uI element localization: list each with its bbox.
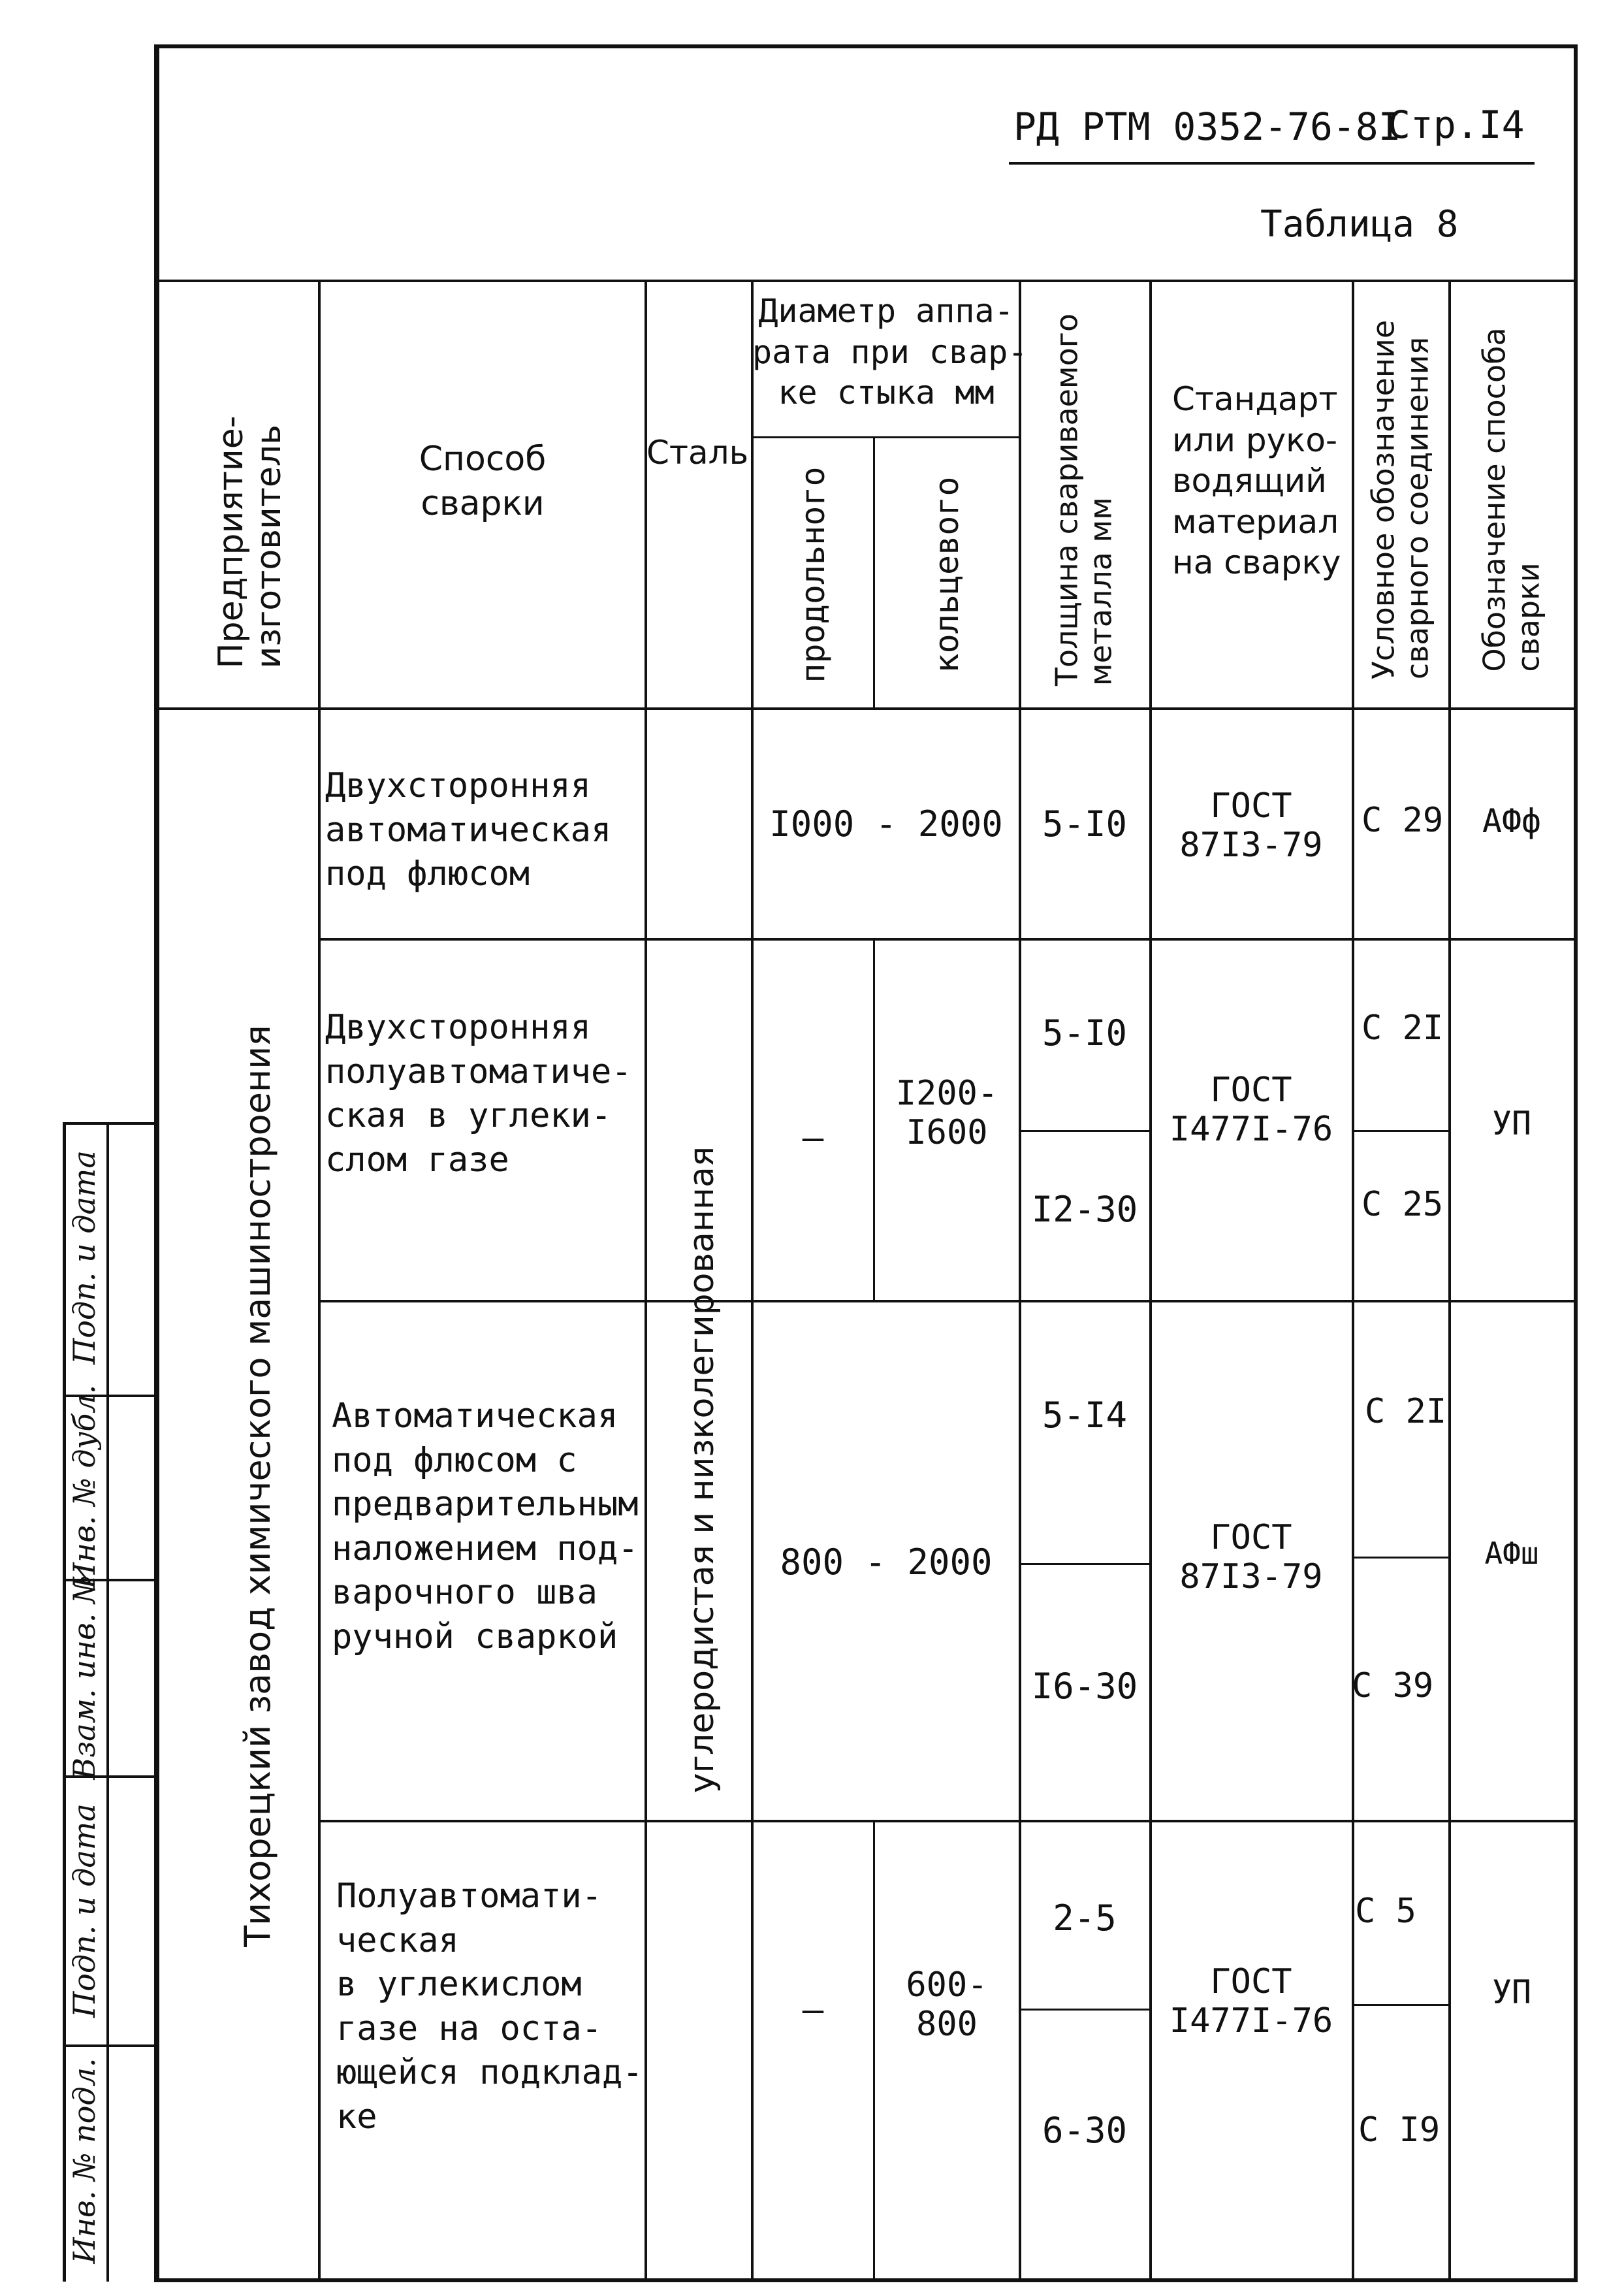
row1-thickness: 5-I0 [1042,803,1128,845]
row4-joint-1: С 5 [1355,1892,1416,1931]
table-header-bottom-line [154,707,1578,710]
row1-standard: ГОСТ 87I3-79 [1179,786,1323,865]
row4-longitudinal: – [802,1989,824,2030]
frame-top-border [154,44,1578,48]
side-stamp-replace-inv: Взам. инв. № [67,1575,103,1780]
header-joint-designation: Условное обозначение сварного соединения [1365,319,1435,680]
row4-thickness-2: 6-30 [1042,2110,1128,2151]
header-thickness: Толщина свариваемого металла мм [1049,313,1118,687]
row2-designation: УП [1491,1105,1532,1142]
subrow-sep-r4-joint [1352,2004,1448,2006]
col-line-2 [645,280,647,2282]
row4-standard: ГОСТ I477I-76 [1169,1962,1333,2041]
header-diameter-group: Диаметр аппа- рата при свар- ке стыка мм [752,292,1028,412]
subrow-sep-r3-thick [1019,1563,1149,1565]
row2-longitudinal: – [802,1117,824,1158]
row2-circumferential: I200- I600 [895,1074,998,1152]
row3-thickness-2: I6-30 [1031,1666,1138,1707]
frame-right-border [1574,44,1578,2282]
row2-standard: ГОСТ I477I-76 [1169,1071,1333,1149]
row2-method: Двухсторонняя полуавтоматиче- ская в углеки- слом газе [325,1008,632,1180]
row1-designation: АФф [1482,802,1542,840]
table-top-line [154,280,1578,282]
row-sep-3 [318,1820,1578,1822]
enterprise-name: Тихорецкий завод химического машиностроения [236,1025,278,1947]
side-stamp-inner [106,1122,109,2282]
frame-bottom-border [154,2278,1578,2282]
col-line-7 [1352,280,1354,2282]
row4-method: Полуавтомати- ческая в углекислом газе на оста- ющейся подклад- ке [336,1877,643,2137]
col-line-4c [873,1822,875,2280]
row2-joint-1: С 2I [1361,1009,1444,1048]
row1-method: Двухсторонняя автоматическая под флюсом [325,766,612,894]
subrow-sep-r3-joint [1352,1557,1448,1559]
diameter-subheader-line [752,436,1020,438]
header-circumferential: кольцевого [928,476,966,673]
row3-thickness-1: 5-I4 [1042,1395,1128,1436]
subrow-sep-r2-thick [1019,1130,1149,1132]
page-number: Стр.I4 [1388,103,1525,147]
row3-designation: АФш [1484,1536,1539,1571]
side-stamp-sep-4 [63,2044,154,2047]
row4-joint-2: С I9 [1358,2110,1441,2150]
row4-designation: УП [1491,1973,1532,2011]
row1-joint: С 29 [1361,801,1444,840]
row4-thickness-1: 2-5 [1053,1898,1117,1939]
header-steel: Сталь [646,434,749,472]
header-longitudinal: продольного [794,466,832,683]
col-line-4a [873,436,875,709]
row3-joint-1: С 2I [1365,1392,1447,1431]
col-line-3 [751,280,754,2282]
side-stamp-inv-dup: Инв. № дубл. [67,1384,103,1589]
row-sep-2 [318,1300,1578,1302]
row2-joint-2: С 25 [1361,1185,1444,1224]
subrow-sep-r4-thick [1019,2009,1149,2011]
side-stamp-sign-date-2: Подп. и дата [67,1150,103,1365]
row-sep-1 [318,938,1578,941]
header-method-designation: Обозначение способа сварки [1476,327,1546,672]
header-underline [1009,162,1535,165]
document-code: РД РТМ 0352-76-8I [1013,105,1401,149]
subrow-sep-r2-joint [1352,1130,1448,1132]
row3-method: Автоматическая под флюсом с предварительным наложением под- варочного шва ручной сваркой [332,1397,639,1656]
header-method: Способ сварки [419,440,547,523]
row3-standard: ГОСТ 87I3-79 [1179,1518,1323,1596]
col-line-1 [318,280,321,2282]
side-stamp-top [63,1122,154,1125]
steel-type: углеродистая и низколегированная [682,1146,722,1794]
frame-left-border [154,44,159,2282]
row4-circumferential: 600- 800 [906,1965,988,2044]
row2-thickness-1: 5-I0 [1042,1012,1128,1054]
side-stamp-sign-date-1: Подп. и дата [67,1803,103,2018]
col-line-5 [1019,280,1021,2282]
row3-joint-2: С 39 [1352,1666,1434,1705]
row1-diameter: I000 - 2000 [769,803,1003,845]
header-enterprise: Предприятие- изготовитель [211,415,289,669]
row2-thickness-2: I2-30 [1031,1189,1138,1230]
row3-diameter: 800 - 2000 [780,1542,993,1583]
side-stamp-inv-orig: Инв. № подл. [67,2058,103,2264]
side-stamp-outer [63,1122,66,2282]
header-standard: Стандарт или руко- водящий материал на сварку [1172,380,1341,581]
table-label: Таблица 8 [1260,203,1459,246]
